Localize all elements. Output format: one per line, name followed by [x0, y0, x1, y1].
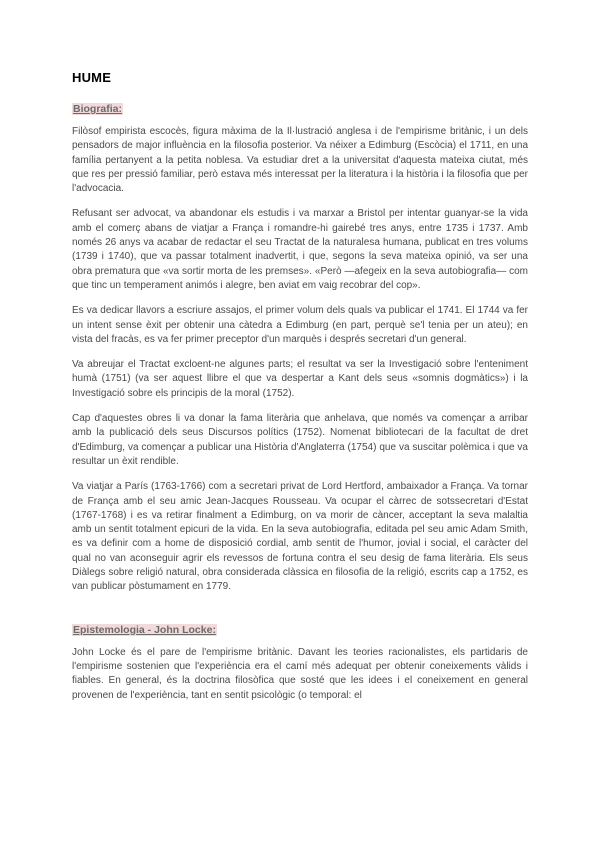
paragraph: Cap d'aquestes obres li va donar la fama literària que anhelava, que només va començar a arribar amb la publicació dels seus Discursos polítics (1752). Nomenat bibliotecari de la facultat de dret d'Edimburg, va començar a publicar una Història d'Anglaterra (1754) que va suscitar polèmica i que va resultar un èxit rendible. [72, 413, 528, 467]
section-biografia [72, 99, 528, 595]
document-title: HUME [72, 70, 112, 85]
section-heading: Epistemologia - John Locke: [73, 623, 216, 636]
paragraph: Es va dedicar llavors a escriure assajos, el primer volum dels quals va publicar el 1741. El 1744 va fer un intent sense èxit per obtenir una càtedra a Edimburg (en part, perquè se'l tenia per un ateu); en vista del fracàs, es va fer primer preceptor d'un marquès i després secretari d'un general. [72, 305, 528, 345]
paragraph: Va abreujar el Tractat excloent-ne algunes parts; el resultat va ser la Investigació sobre l'enteniment humà (1751) (va ser aquest llibre el que va despertar a Kant dels seus «somnis dogmàtics») i la Investigació sobre els principis de la moral (1752). [72, 359, 528, 399]
paragraph: Va viatjar a París (1763-1766) com a secretari privat de Lord Hertford, ambaixador a França. Va tornar de França amb el seu amic Jean-Jacques Rousseau. Va ocupar el càrrec de sotssecretari d'Estat (1767-1768) i es va retirar finalment a Edimburg, on va morir de càncer, acceptant la seva malaltia amb un sentit totalment epicuri de la vida. En la seva autobiografia, editada pel seu amic Adam Smith, es va definir com a home de disposició cordial, amb sentit de l'humor, jovial i social, el caràcter del qual no van aconseguir agrir els revessos de fortuna contra el seu desig de fama literària. Els seus Diàlegs sobre religió natural, obra considerada clàssica en filosofia de la religió, escrits cap a 1752, es van publicar pòstumament en 1779. [72, 481, 528, 593]
paragraph: Refusant ser advocat, va abandonar els estudis i va marxar a Bristol per intentar guanyar-se la vida amb el comerç abans de viatjar a França i romandre-hi gairebé tres anys, entre 1735 i 1737. Amb només 26 anys va acabar de redactar el seu Tractat de la naturalesa humana, publicat en tres volums (1739 i 1740), que va passar totalment inadvertit, i que, segons la seva mateixa opinió, va ser una obra prematura que «va sortir morta de les premses». «Però —afegeix en la seva autobiografia— com que tinc un temperament animós i alegre, ben aviat em vaig recobrar del cop». [72, 208, 528, 291]
section-epistemologia [72, 620, 528, 703]
paragraph: John Locke és el pare de l'empirisme britànic. Davant les teories racionalistes, els partidaris de l'empirisme sostenien que l'experiència era el camí més adequat per obtenir coneixements vàlids i fiables. En general, és la doctrina filosòfica que sosté que les idees i el coneixement en general provenen de l'experiència, tant en sentit psicològic (o temporal: el [72, 646, 528, 701]
paragraph: Filòsof empirista escocès, figura màxima de la Il·lustració anglesa i de l'empirisme britànic, i un dels pensadors de major influència en la filosofia posterior. Va néixer a Edimburg (Escòcia) el 1711, en una família pertanyent a la petita noblesa. Va estudiar dret a la universitat d'aquesta mateixa ciutat, més que res per pressió familiar, però estava més interessat per la literatura i la història i la filosofia que per l'advocacia. [72, 126, 528, 195]
section-spacer [72, 606, 528, 620]
section-heading: Biografia: [73, 103, 123, 115]
